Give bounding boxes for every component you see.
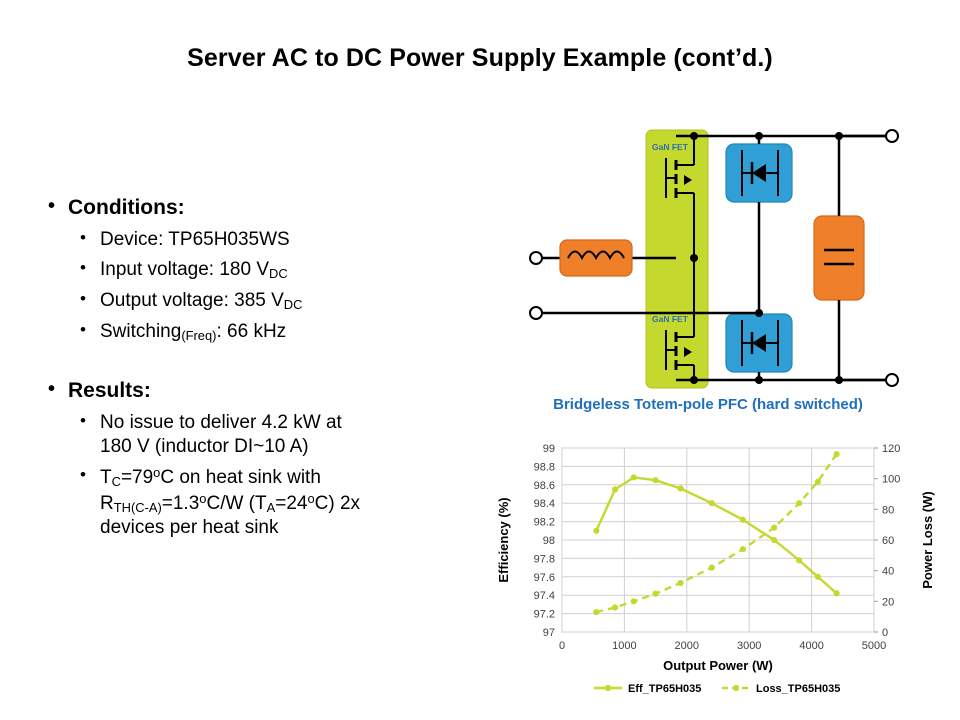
result-item-2 xyxy=(44,465,464,540)
condition-switch-value: : 66 kHz xyxy=(216,320,287,342)
series-point xyxy=(796,500,802,506)
y2-tick-label: 100 xyxy=(882,473,901,486)
result-item-1-line1: No issue to deliver 4.2 kW at xyxy=(100,411,342,433)
condition-input-sub: DC xyxy=(269,266,288,282)
condition-device xyxy=(44,228,464,252)
y-tick-label: 97 xyxy=(542,627,555,639)
y-axis-title: Efficiency (%) xyxy=(496,497,511,583)
results-block xyxy=(44,379,464,541)
x-tick-label: 3000 xyxy=(736,640,762,652)
result-item-1-line2: 180 V (inductor DI~10 A) xyxy=(100,435,309,457)
series-point xyxy=(612,604,618,610)
series-point xyxy=(709,500,715,506)
capacitor-body xyxy=(814,216,864,300)
legend-marker-0 xyxy=(605,685,611,691)
y-tick-label: 97.4 xyxy=(533,590,555,603)
result-tc-sub: C xyxy=(111,474,121,490)
condition-switch-sub: (Freq) xyxy=(181,328,217,344)
junction-dot-bottom xyxy=(690,376,698,384)
series-point xyxy=(631,474,637,480)
x-tick-label: 1000 xyxy=(612,640,637,652)
input-terminal-neutral xyxy=(530,307,542,319)
series-point xyxy=(815,574,821,580)
y-tick-label: 98 xyxy=(542,535,555,547)
gan-fet-label-bottom: GaN FET xyxy=(652,314,688,324)
condition-output-label: Output voltage: 385 V xyxy=(100,290,284,312)
y2-tick-label: 40 xyxy=(882,565,895,578)
series-point xyxy=(653,591,659,597)
series-point xyxy=(709,565,715,571)
result-tc-tail: C on heat sink with xyxy=(160,467,321,488)
x-axis-title: Output Power (W) xyxy=(663,658,773,673)
y-tick-label: 97.8 xyxy=(533,553,555,566)
y2-tick-label: 120 xyxy=(882,443,901,455)
legend-label-1: Loss_TP65H035 xyxy=(756,683,841,695)
series-point xyxy=(740,546,746,552)
result-rth: R xyxy=(100,492,114,514)
page-title: Server AC to DC Power Supply Example (cont’d.) xyxy=(187,44,773,72)
y2-axis-title: Power Loss (W) xyxy=(920,491,935,589)
condition-input-voltage xyxy=(44,258,464,283)
y2-tick-label: 0 xyxy=(882,627,889,639)
series-point xyxy=(677,580,683,586)
input-terminal-line xyxy=(530,252,542,264)
y-tick-label: 97.2 xyxy=(533,608,555,621)
circuit-diagram xyxy=(498,118,918,418)
y2-tick-label: 60 xyxy=(882,535,895,547)
series-point xyxy=(796,557,802,563)
result-tc-val: =79 xyxy=(120,467,154,488)
series-point xyxy=(833,451,839,457)
series-point xyxy=(771,525,777,531)
y2-tick-label: 20 xyxy=(882,596,895,609)
circuit-svg xyxy=(498,118,918,408)
circuit-caption: Bridgeless Totem-pole PFC (hard switched) xyxy=(553,396,863,413)
series-point xyxy=(631,598,637,604)
series-point xyxy=(653,477,659,483)
y-tick-label: 99 xyxy=(542,443,555,455)
result-rth-val: =1.3 xyxy=(161,492,200,514)
result-ta-val: =24 xyxy=(275,492,308,514)
y2-tick-label: 80 xyxy=(882,504,895,517)
junction-dot-diode-bottom xyxy=(755,376,763,384)
output-terminal-positive xyxy=(886,130,898,142)
conditions-heading: • Conditions: xyxy=(44,196,464,220)
x-tick-label: 2000 xyxy=(674,640,700,652)
junction-dot-diode-top xyxy=(755,132,763,140)
condition-device-label: Device: TP65H035WS xyxy=(100,229,290,250)
results-heading: • Results: xyxy=(44,379,464,403)
result-rth-tail: C/W (T xyxy=(206,492,267,514)
result-item-1 xyxy=(44,411,464,460)
result-ta-tail: C) 2x xyxy=(314,492,361,514)
gan-fet-label-top: GaN FET xyxy=(652,142,688,152)
series-point xyxy=(771,537,777,543)
junction-dot-neutral xyxy=(755,309,763,317)
chart-svg xyxy=(488,432,948,704)
condition-input-label: Input voltage: 180 V xyxy=(100,259,270,281)
legend-marker-1 xyxy=(733,685,739,691)
condition-switching xyxy=(44,320,464,345)
condition-switch-label: Switching xyxy=(100,320,182,342)
efficiency-loss-chart xyxy=(488,432,948,704)
y-tick-label: 97.6 xyxy=(533,571,555,584)
junction-dot-mid xyxy=(690,254,698,262)
x-tick-label: 0 xyxy=(558,640,566,652)
result-rth-sub: TH(C-A) xyxy=(113,499,162,515)
series-point xyxy=(612,486,618,492)
bullet-content xyxy=(44,196,464,547)
series-point xyxy=(815,479,821,485)
x-tick-label: 4000 xyxy=(799,640,824,652)
result-ta-deg: o xyxy=(307,490,315,506)
junction-dot-top xyxy=(690,132,698,140)
condition-output-sub: DC xyxy=(283,297,303,313)
legend-label-0: Eff_TP65H035 xyxy=(628,683,702,695)
series-point xyxy=(593,609,599,615)
output-terminal-negative xyxy=(886,374,898,386)
y-tick-label: 98.4 xyxy=(533,498,555,511)
series-point xyxy=(740,517,746,523)
result-ta-sub: A xyxy=(266,499,276,515)
series-point xyxy=(593,528,599,534)
result-item-2-line3: devices per heat sink xyxy=(100,517,279,539)
x-tick-label: 5000 xyxy=(861,640,887,652)
condition-output-voltage xyxy=(44,289,464,314)
series-point xyxy=(677,485,683,491)
y-tick-label: 98.6 xyxy=(533,479,555,492)
result-rth-deg: o xyxy=(199,490,207,506)
y-tick-label: 98.2 xyxy=(533,516,555,529)
series-point xyxy=(833,590,839,596)
result-tc: T xyxy=(100,467,112,488)
result-tc-deg: o xyxy=(153,465,161,481)
y-tick-label: 98.8 xyxy=(533,461,555,474)
